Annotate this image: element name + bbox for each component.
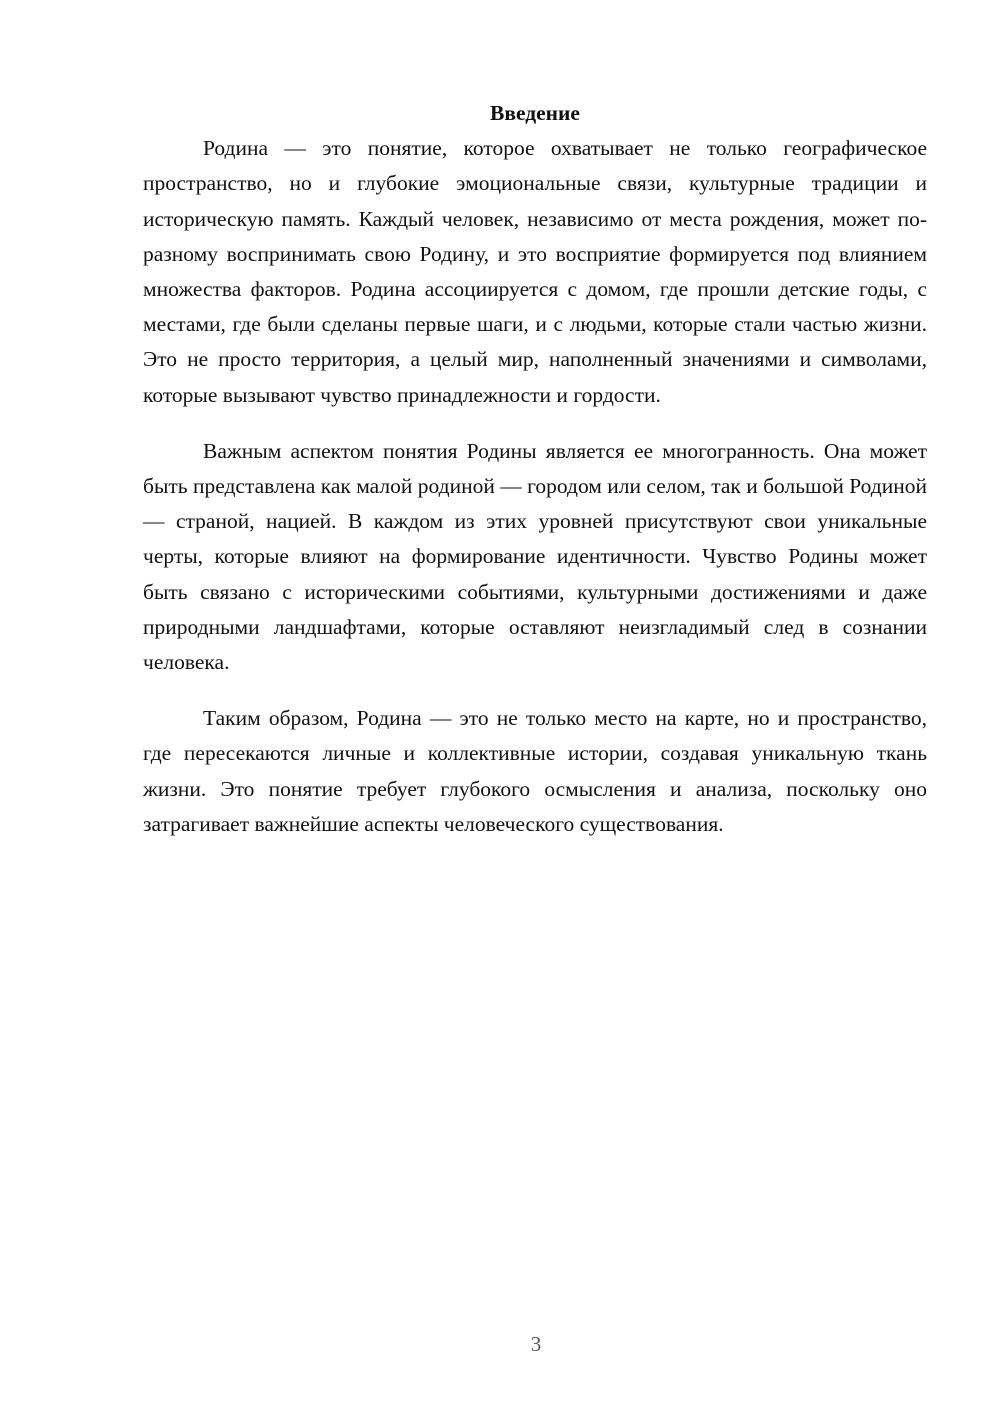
page-number: 3 <box>530 1332 542 1356</box>
paragraph-3: Таким образом, Родина — это не только место на карте, но и пространство, где пересекаются личные и коллективные истории, создавая уникальную ткань жизни. Это понятие требует глубокого осмысления и анализа, поскольку оно затрагивает важнейшие аспекты человеческого существования. <box>143 706 927 836</box>
section-title: Введение <box>490 101 580 125</box>
page-content <box>143 96 927 863</box>
paragraph-2: Важным аспектом понятия Родины является ее многогранность. Она может быть представлена как малой родиной — городом или селом, так и большой Родиной — страной, нацией. В каждом из этих уровней присутствуют свои уникальные черты, которые влияют на формирование идентичности. Чувство Родины может быть связано с историческими событиями, культурными достижениями и даже природными ландшафтами, которые оставляют неизгладимый след в сознании человека. <box>143 438 927 675</box>
paragraph-1: Родина — это понятие, которое охватывает не только географическое пространство, но и глубокие эмоциональные связи, культурные традиции и историческую память. Каждый человек, независимо от места рождения, может по-разному воспринимать свою Родину, и это восприятие формируется под влиянием множества факторов. Родина ассоциируется с домом, где прошли детские годы, с местами, где были сделаны первые шаги, и с людьми, которые стали частью жизни. Это не просто территория, а целый мир, наполненный значениями и символами, которые вызывают чувство принадлежности и гордости. <box>143 136 927 407</box>
